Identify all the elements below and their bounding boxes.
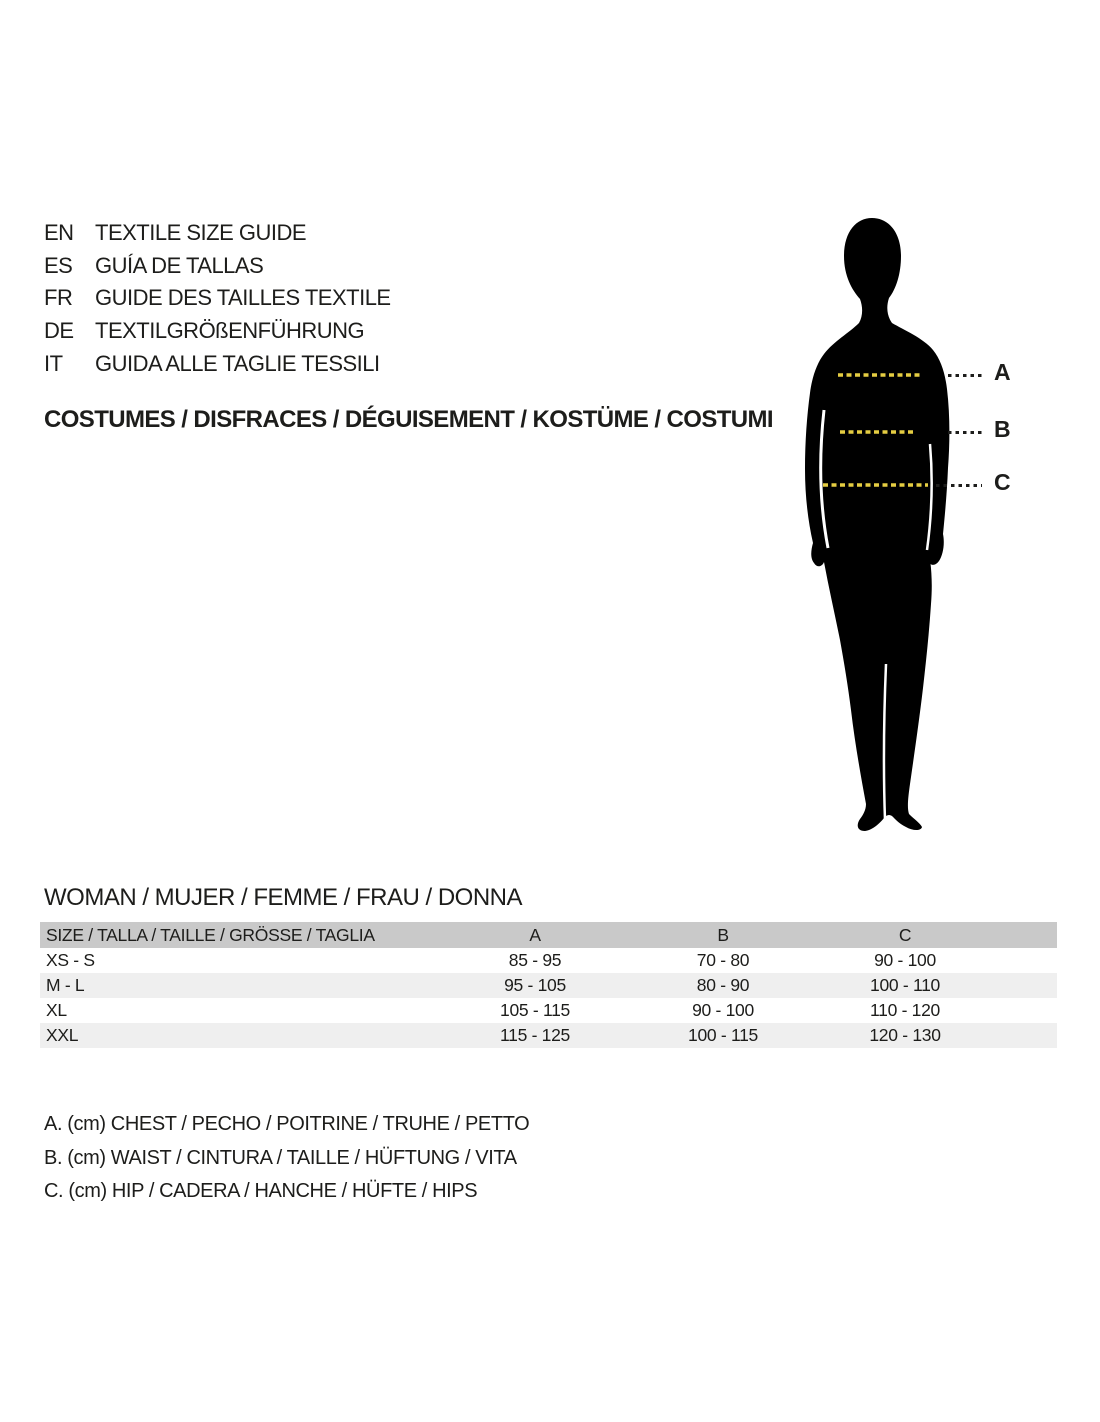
table-header-row <box>40 922 1057 948</box>
header-a: A <box>529 924 541 945</box>
language-label: GUÍA DE TALLAS <box>95 252 264 278</box>
cell-a: 85 - 95 <box>508 950 562 970</box>
cell-c: 110 - 120 <box>870 1000 940 1020</box>
cell-b: 90 - 100 <box>692 1000 754 1020</box>
header-size: SIZE / TALLA / TAILLE / GRÖSSE / TAGLIA <box>46 924 375 945</box>
language-code: ES <box>44 252 73 278</box>
filler-cell <box>994 973 1057 998</box>
woman-silhouette-figure <box>800 212 970 837</box>
table-row <box>40 1023 1057 1048</box>
cell-b: 70 - 80 <box>696 950 750 970</box>
cell-a: 105 - 115 <box>500 1000 570 1020</box>
filler-cell <box>994 948 1057 973</box>
header-filler-cell <box>994 922 1057 948</box>
language-row-en <box>44 217 391 250</box>
table-row <box>40 973 1057 998</box>
note-chest: A. (cm) CHEST / PECHO / POITRINE / TRUHE / PETTO <box>44 1113 530 1135</box>
language-row-it <box>44 347 391 380</box>
cell-c: 90 - 100 <box>874 950 936 970</box>
language-label: TEXTILE SIZE GUIDE <box>95 220 307 246</box>
table-title: WOMAN / MUJER / FEMME / FRAU / DONNA <box>44 884 522 911</box>
language-row-es <box>44 250 391 283</box>
cell-size: M - L <box>46 975 85 995</box>
language-code: EN <box>44 220 74 246</box>
cell-b: 80 - 90 <box>696 975 750 995</box>
hip-leader-line <box>936 484 982 487</box>
cell-size: XL <box>46 1000 67 1020</box>
measurement-notes <box>44 1108 529 1209</box>
cell-a: 115 - 125 <box>500 1025 570 1045</box>
language-label: GUIDA ALLE TAGLIE TESSILI <box>95 350 380 376</box>
cell-b: 100 - 115 <box>688 1025 758 1045</box>
waist-leader-line <box>948 431 982 434</box>
table-row <box>40 948 1057 973</box>
cell-c: 120 - 130 <box>869 1025 941 1045</box>
cell-c: 100 - 110 <box>870 975 940 995</box>
table-row <box>40 998 1057 1023</box>
cell-a: 95 - 105 <box>504 975 566 995</box>
language-code: FR <box>44 285 73 311</box>
language-code: IT <box>44 350 63 376</box>
language-code: DE <box>44 318 74 344</box>
woman-silhouette-body <box>805 218 949 831</box>
note-waist: B. (cm) WAIST / CINTURA / TAILLE / HÜFTUNG / VITA <box>44 1146 517 1169</box>
language-label: TEXTILGRÖßENFÜHRUNG <box>95 318 365 344</box>
size-table <box>40 922 1057 1048</box>
header-c: C <box>898 924 912 945</box>
header-b: B <box>717 924 729 945</box>
cell-size: XS - S <box>46 950 95 970</box>
language-list <box>44 217 391 380</box>
language-row-de <box>44 315 391 348</box>
cell-size: XXL <box>46 1025 79 1045</box>
language-label: GUIDE DES TAILLES TEXTILE <box>95 285 391 311</box>
marker-label-c: C <box>994 469 1011 495</box>
filler-cell <box>994 1023 1057 1048</box>
marker-label-b: B <box>994 416 1011 442</box>
note-hip: C. (cm) HIP / CADERA / HANCHE / HÜFTE / HIPS <box>44 1180 478 1202</box>
marker-label-a: A <box>994 359 1011 385</box>
chest-leader-line <box>948 374 984 377</box>
category-heading: COSTUMES / DISFRACES / DÉGUISEMENT / KOSTÜME / COSTUMI <box>44 406 773 433</box>
language-row-fr <box>44 282 391 315</box>
filler-cell <box>994 998 1057 1023</box>
